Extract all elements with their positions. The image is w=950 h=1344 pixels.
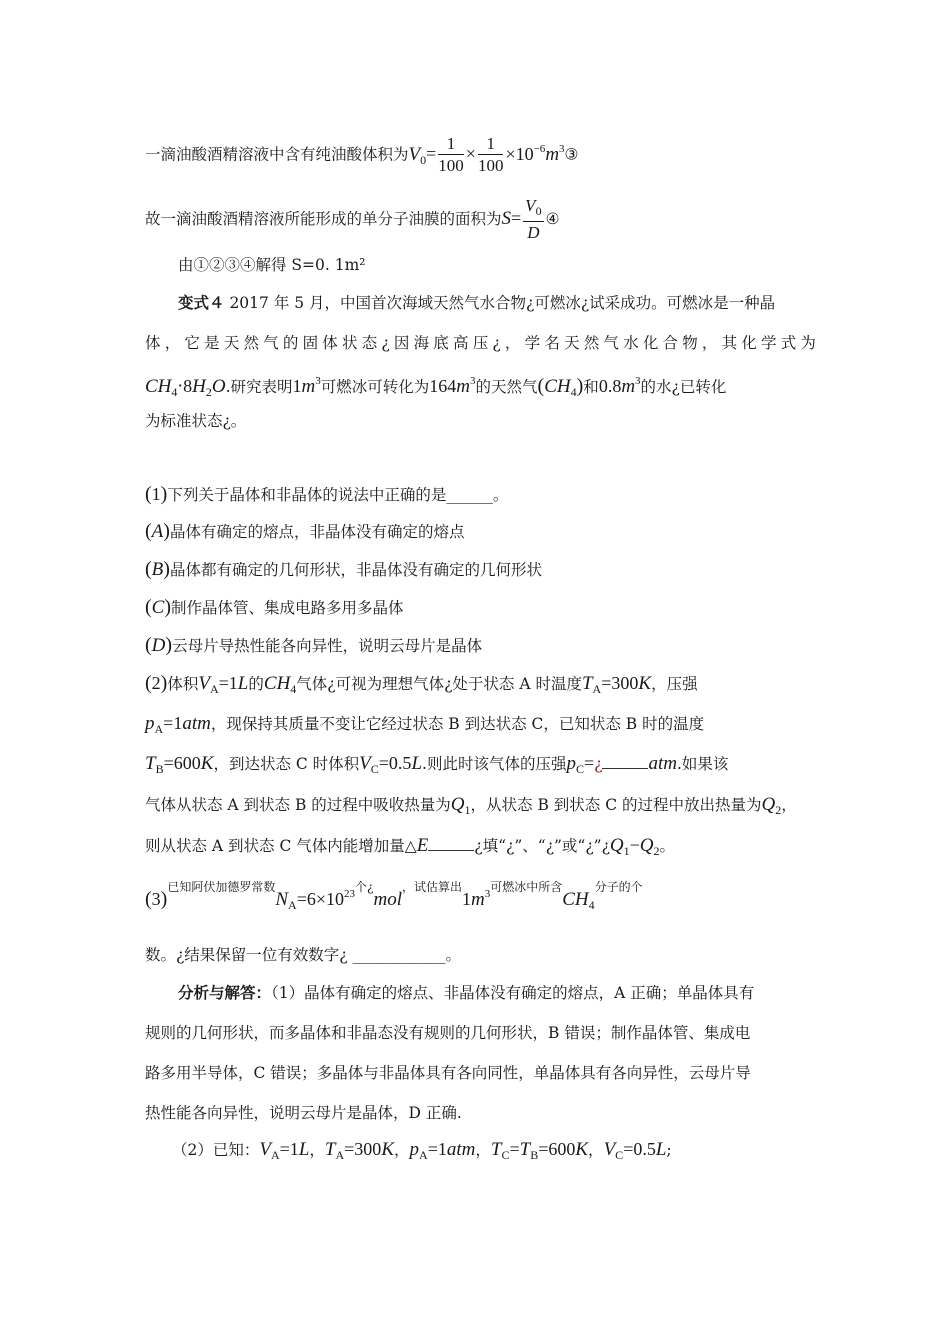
line-text: 。 [659,837,676,855]
line-text: 一滴油酸酒精溶液中含有纯油酸体积为 [145,145,409,164]
analysis-line-3: 路多用半导体，C 错误；多晶体与非晶体具有各向同性，单晶体具有各向异性，云母片导 [145,1064,751,1082]
math-v0: $V_0$ [408,143,427,167]
line-text: .则此时该气体的压强 [422,755,567,773]
line-text: 个¿ [355,880,374,894]
line-text: ¿填“¿”、“¿”或“¿”¿ [474,837,610,855]
line-text: 晶体都有确定的几何形状，非晶体没有确定的几何形状 [169,561,542,579]
line-text: 云母片导热性能各向异性，说明云母片是晶体 [172,637,483,655]
line-text: （2）已知： [172,1141,260,1159]
line-text: ，现保持其质量不变让它经过状态 B 到达状态 C，已知状态 B 时的温度 [210,715,705,733]
line-text: 下列关于晶体和非晶体的说法中正确的是______。 [167,486,509,504]
option-c: (C)制作晶体管、集成电路多用多晶体 [145,596,404,618]
question-2-line-5: 则从状态 A 到状态 C 气体内能增加量△E ¿填“¿”、“¿”或“¿$”¿Q_1-Q_2$。 [145,835,676,858]
analysis-line-1 [178,980,808,1006]
line-text: 气体¿可视为理想气体¿处于状态 A 时温度 [296,675,582,693]
analysis-line-5: （2）已知：$V_A=1L$，$T_A=300K$，$p_A=1atm$，$T_C=T_B=600K$，$V_C=0.5L$; [172,1139,672,1162]
line-text: 的天然气 [475,378,538,396]
variant-text-line: 体，它是天然气的固体状态¿因海底高压¿，学名天然气水化合物，其化学式为 [145,334,821,352]
line-text: 可燃冰中所含 [490,880,563,894]
solve-line: 由①②③④解得 S=0. 1m² [178,256,366,274]
variant-label: 变式４ [178,293,225,312]
fraction: $\frac{V_0}{D}$ [525,196,542,242]
line-text: 已知阿伏加德罗常数 [167,880,276,894]
line-text: 晶体有确定的熔点，非晶体没有确定的熔点 [169,523,465,541]
question-3-line-2: 数。¿结果保留一位有效数字¿ ____________。 [145,946,462,964]
fraction: $\frac{1}{100}$ [477,134,504,175]
variant-4-line [178,290,808,316]
line-text: 可燃冰可转化为 [320,378,430,396]
line-text: ，压强 [651,675,698,693]
circled-number: ④ [545,210,560,228]
line-text: ，到达状态 C 时体积 [213,755,360,773]
line-text: 体积 [167,675,199,693]
variant-end-line: 为标准状态¿。 [145,412,247,430]
formula-line: $CH_4\cdot 8H_2O$.研究表明$1m^3$可燃冰可转化为$164m^3$的天然气$(CH_4)$和$0.8m^3$的水¿已转化 [145,375,727,399]
oil-volume-line: 一滴油酸酒精溶液中含有纯油酸体积为$V_0=$ $\frac{1}{100}$ × $\frac{1}{100}$ $\times 10^{-6}m^3③$ [145,134,579,175]
line-text: .如果该 [676,755,729,773]
line-text: ，试估算出 [401,880,462,894]
option-d: (D)云母片导热性能各向异性，说明云母片是晶体 [145,634,483,656]
fraction: $\frac{1}{100}$ [438,134,464,175]
line-text: 制作晶体管、集成电路多用多晶体 [171,599,404,617]
line-text: 2017 年 5 月，中国首次海域天然气水合物¿可燃冰¿试采成功。可燃冰是一种晶 [224,294,776,312]
question-2-line-1: (2)体积$V_A=1L$的$CH_4$气体¿可视为理想气体¿处于状态 A 时温度$T_A=300K$，压强 [145,672,698,696]
option-b: (B)晶体都有确定的几何形状，非晶体没有确定的几何形状 [145,558,542,580]
area-line: 故一滴油酸酒精溶液所能形成的单分子油膜的面积为S= $\frac{V_0}{D}$ ④ [145,196,560,242]
answer-blank[interactable] [428,834,474,851]
question-3-line-1: $(3)^{已知阿伏加德罗常数}N_A=6\times 10^{23个¿}mol^{,试估算出}1m^{3可燃冰中所含}CH_4^{分子的个}$ [145,880,643,912]
answer-blank[interactable] [602,752,648,769]
question-2-line-3: $T_B=600K$，到达状态 C 时体积$V_C=0.5L$.则此时该气体的压强$p_C=¿$ atm.如果该 [145,753,729,776]
analysis-line-4: 热性能各向异性，说明云母片是晶体，D 正确. [145,1104,462,1122]
circled-number: ③ [564,145,579,164]
line-text: （1）晶体有确定的熔点、非晶体没有确定的熔点，A 正确；单晶体具有 [271,984,755,1002]
line-text: 的水¿已转化 [640,378,727,396]
analysis-line-2: 规则的几何形状，而多晶体和非晶态没有规则的几何形状，B 错误；制作晶体管、集成电 [145,1024,751,1042]
line-text: 分子的个 [594,880,643,894]
line-text: 则从状态 A 到状态 C 气体内能增加量△ [145,837,417,855]
line-text: 和 [583,378,599,396]
option-a: (A)晶体有确定的熔点，非晶体没有确定的熔点 [145,520,465,542]
analysis-label: 分析与解答： [178,983,272,1002]
question-2-line-4: 气体从状态 A 到状态 B 的过程中吸收热量为$Q_1$，从状态 B 到状态 C 的过程中放出热量为$Q_2$， [145,794,797,817]
line-text: .研究表明 [225,378,293,396]
question-2-line-2: $p_A=1atm$，现保持其质量不变让它经过状态 B 到达状态 C，已知状态 B 时的温度 [145,713,705,736]
line-text: 气体从状态 A 到状态 B 的过程中吸收热量为 [145,796,451,814]
line-text: 的 [248,675,264,693]
line-text: ，从状态 B 到状态 C 的过程中放出热量为 [470,796,762,814]
question-1: (1)下列关于晶体和非晶体的说法中正确的是______。 [145,483,509,505]
line-text: 故一滴油酸酒精溶液所能形成的单分子油膜的面积为 [145,210,502,228]
